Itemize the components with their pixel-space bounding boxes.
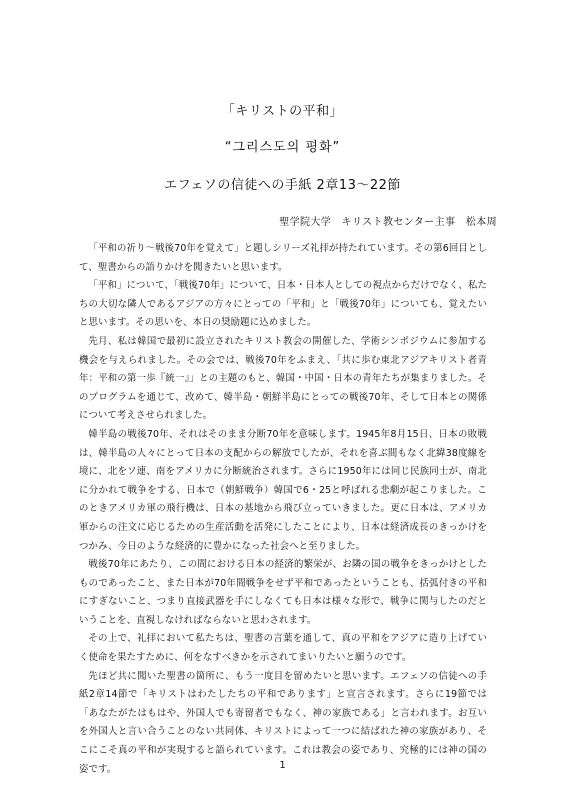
author-line: 聖学院大学 キリスト教センター主事 松本周 <box>279 217 497 228</box>
paragraph: 先月、私は韓国で最初に設立されたキリスト教会の開催した、学術シンポジウムに参加する機会を与えられました。その会では、戦後70年をふまえ、「共に歩む東北アジアキリスト者青年：平和の第一歩『統一』」との主題のもと、韓国・中国・日本の青年たちが集まりました。そのプログラムを通じて、改めて、韓半島・朝鮮半島にとっての戦後70年、そして日本との関係について考えさせられました。 <box>79 335 487 422</box>
paragraph: 韓半島の戦後70年、それはそのまま分断70年を意味します。1945年8月15日、日本の敗戦は、韓半島の人々にとって日本の支配からの解放でしたが、それを喜ぶ間もなく北緯38度線を境に、北をソ連、南をアメリカに分断統治されます。さらに1950年には同じ民族同士が、南北に分かれて戦争をする、日本で（朝鮮戦争）韓国で6・25と呼ばれる悲劇が起こりました。このときアメリカ軍の飛行機は、日本の基地から飛び立っていきました。更に日本は、アメリカ軍からの注文に応じるための生産活動を活発にしたことにより、日本は経済成長のきっかけをつかみ、今日のような経済的に豊かになった社会へと至りました。 <box>79 428 487 552</box>
scripture-subtitle: エフェソの信徒への手紙 2章13～22節 <box>164 178 401 193</box>
paragraph: 「平和の祈り～戦後70年を覚えて」と題しシリーズ礼拝が持たれています。その第6回目として、聖書からの語りかけを聞きたいと思います。 <box>79 243 487 273</box>
paragraph: 戦後70年にあたり、この間における日本の経済的繁栄が、お隣の国の戦争をきっかけとしたものであったこと、また日本が70年間戦争をせず平和であったということも、括弧付きの平和にすぎないこと、つまり直接武器を手にしなくても日本は様々な形で、戦争に関与したのだということを、直視しなければならないと思わされます。 <box>79 559 487 626</box>
paragraph: 「平和」について、「戦後70年」について、日本・日本人としての視点からだけでなく、私たちの大切な隣人であるアジアの方々にとっての「平和」と「戦後70年」についても、覚えたいと思います。その思いを、本日の奨励題に込めました。 <box>79 280 487 329</box>
title-japanese: 「キリストの平和」 <box>221 104 344 119</box>
title-korean: “그리스도의 평화” <box>224 140 341 155</box>
page-number: 1 <box>279 760 286 771</box>
paragraph: 先ほど共に聞いた聖書の箇所に、もう一度目を留めたいと思います。エフェソの信徒への手紙2章14節で「キリストはわたしたちの平和であります」と宣言されます。さらに19節では「あなたがたはもはや、外国人でも寄留者でもなく、神の家族である」と言われます。お互いを外国人と言い合うことのない共同体、キリストによって一つに結ばれた神の家族があり、そこにこそ真の平和が実現すると語られています。これは教会の姿であり、究極的には神の国の姿です。 <box>79 670 487 775</box>
paragraph: その上で、礼拝において私たちは、聖書の言葉を通して、真の平和をアジアに造り上げていく使命を果たすために、何をなすべきかを示されてまいりたいと願うのです。 <box>79 633 487 664</box>
sermon-body <box>79 240 487 779</box>
